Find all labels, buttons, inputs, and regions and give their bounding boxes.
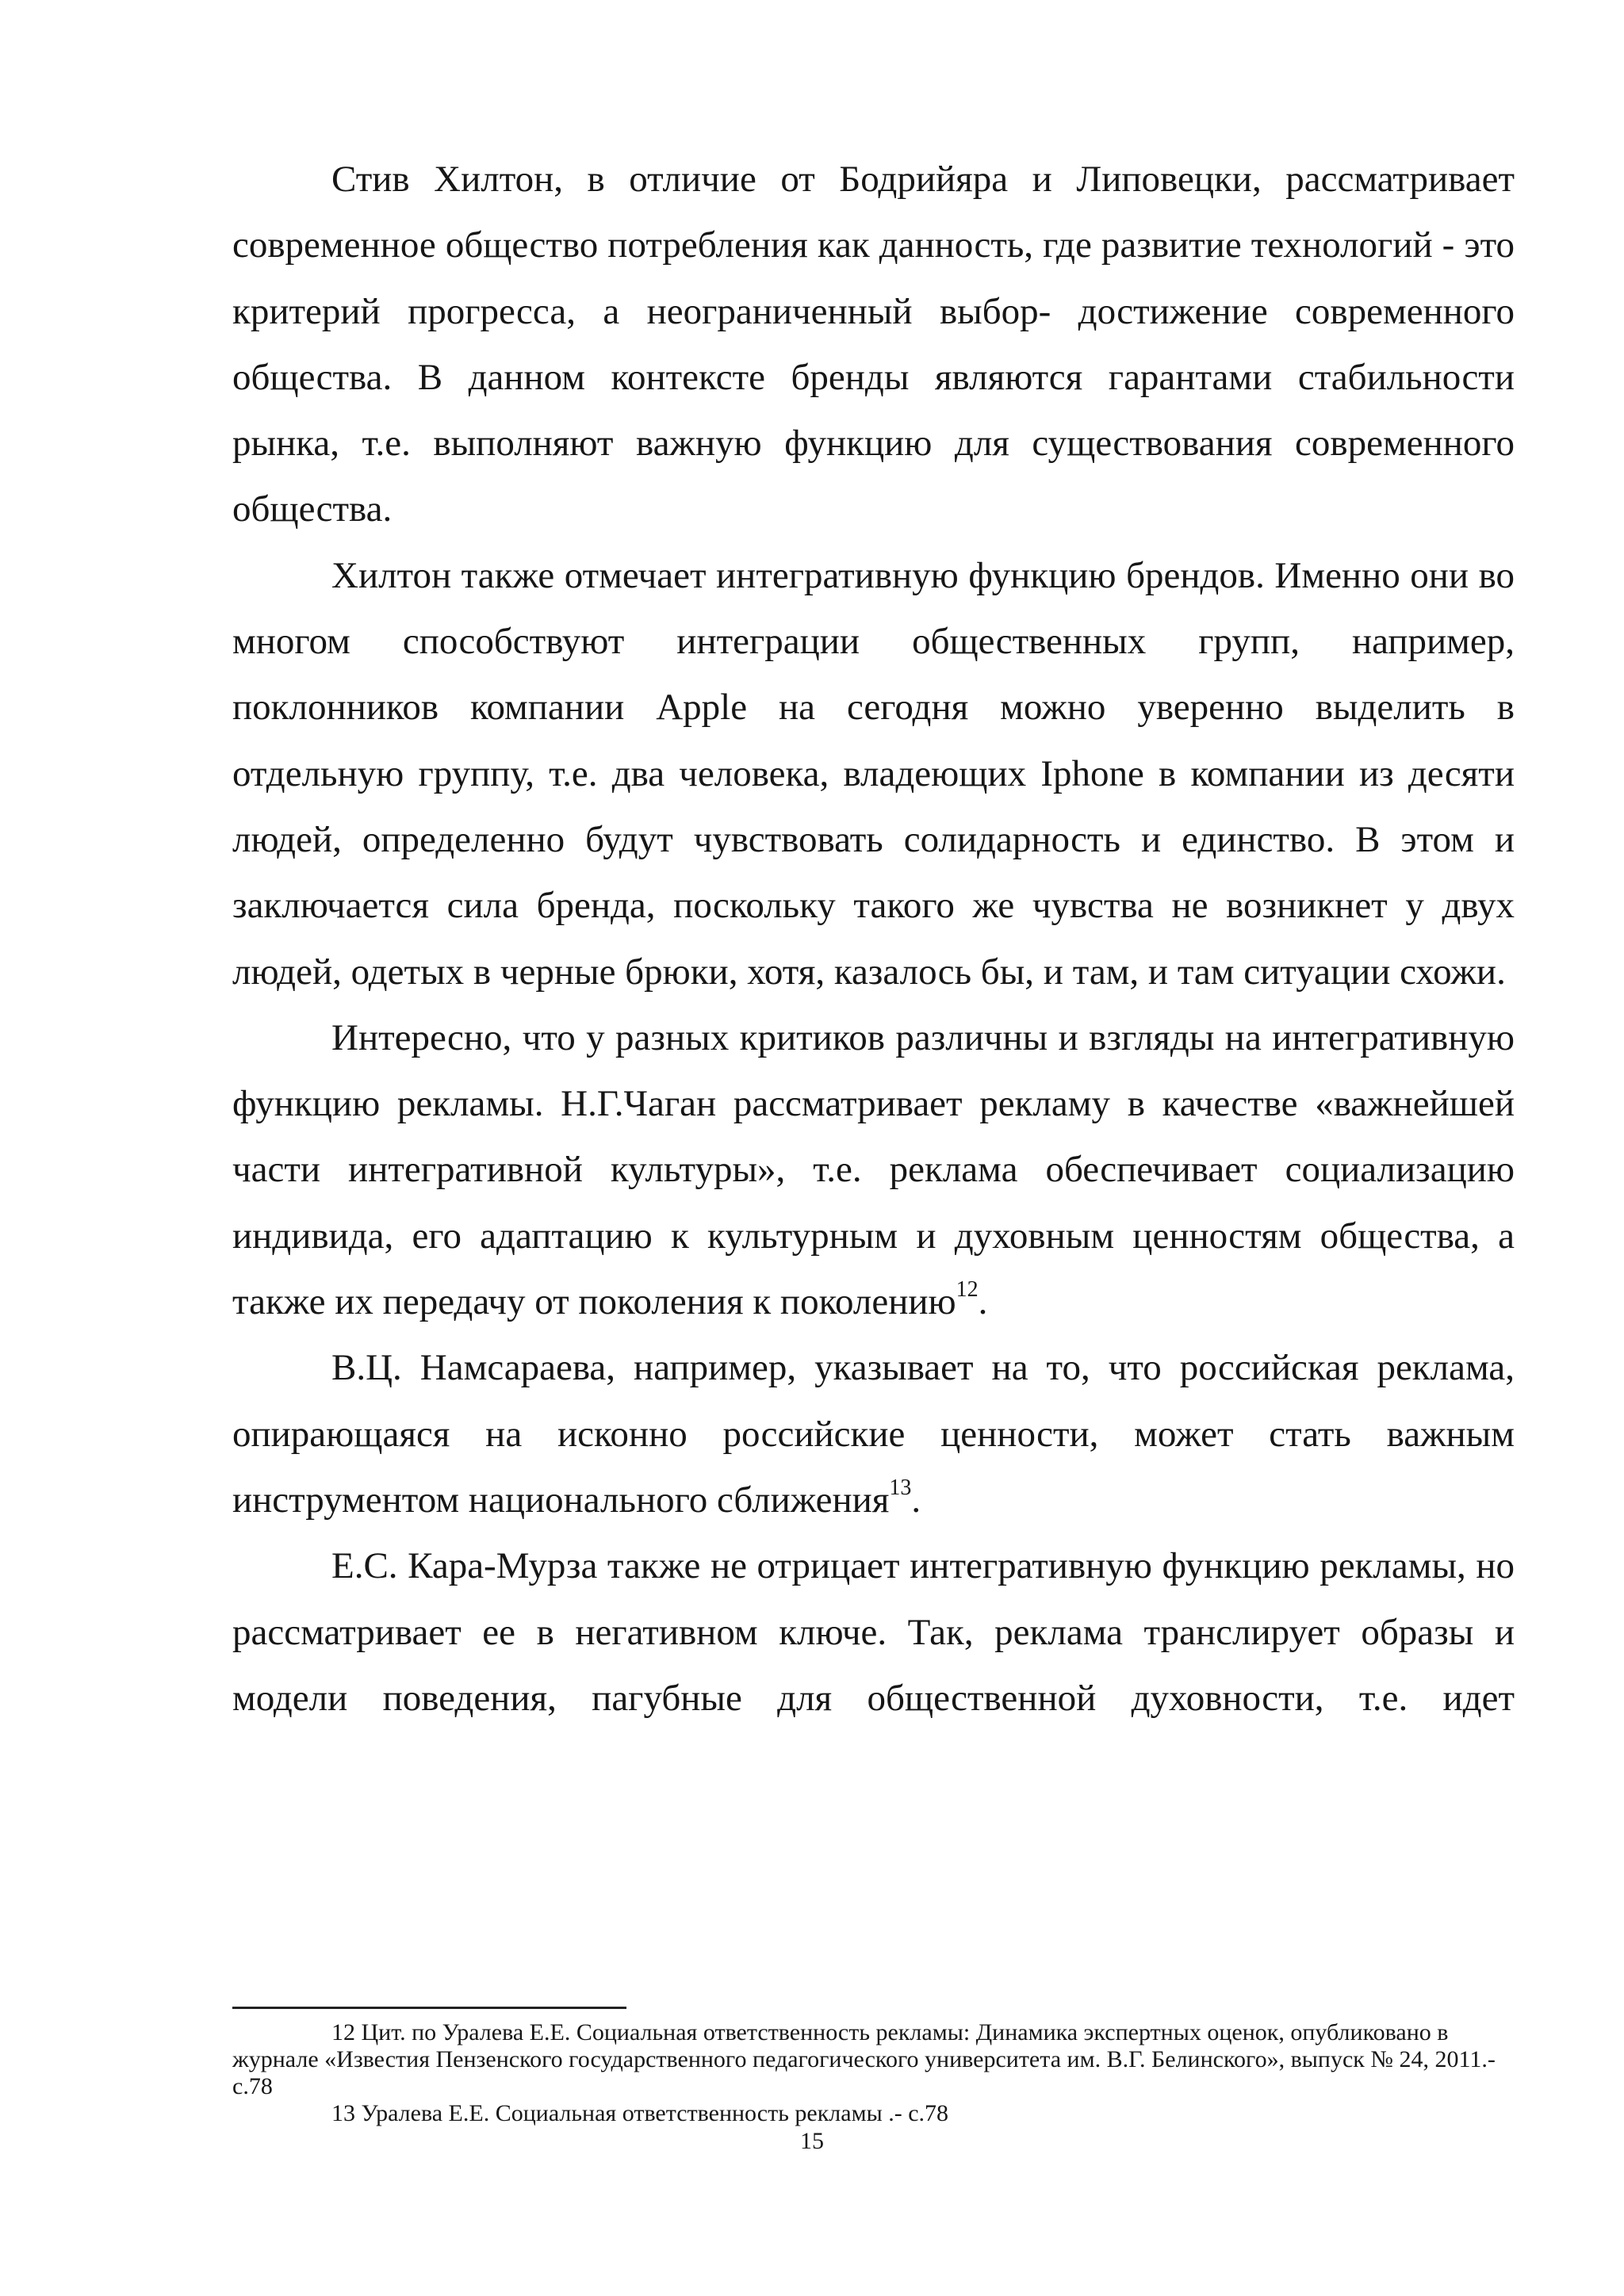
footnote-separator xyxy=(232,2007,626,2009)
footnote-13: 13 Уралева Е.Е. Социальная ответственность рекламы .- с.78 xyxy=(331,2100,949,2126)
footnote-12: 12 Цит. по Уралева Е.Е. Социальная ответственность рекламы: Динамика экспертных оценок, опубликовано в журнале «Известия Пензенского государственного педагогического университета им. В.Г. Белинского», выпуск № 24, 2011.- с.78 xyxy=(232,2019,1496,2099)
footnotes xyxy=(232,2019,1515,2127)
paragraph-chagan xyxy=(232,1005,1515,1335)
footnote-reference[interactable]: 13 xyxy=(889,1475,912,1500)
paragraph-hilton-integrative xyxy=(232,543,1515,1005)
paragraph-text: Хилтон также отмечает интегративную функцию брендов. Именно они во многом способствуют интеграции общественных групп, например, поклонников компании Apple на сегодня можно уверенно выделить в отдельную группу, т.е. два человека, владеющих Iphone в компании из десяти людей, определенно будут чувствовать солидарность и единство. В этом и заключается сила бренда, поскольку такого же чувства не возникнет у двух людей, одетых в черные брюки, хотя, казалось бы, и там, и там ситуации схожи. xyxy=(232,554,1515,993)
paragraph-text: Е.С. Кара-Мурза также не отрицает интегративную функцию рекламы, но рассматривает ее в негативном ключе. Так, реклама транслирует образы и модели поведения, пагубные для общественной духовности, т.е. идет xyxy=(232,1545,1515,1719)
page-number: 15 xyxy=(800,2128,824,2154)
paragraph-namsaraeva xyxy=(232,1335,1515,1533)
paragraph-kara-murza xyxy=(232,1533,1515,1732)
paragraph-text: В.Ц. Намсараева, например, указывает на то, что российская реклама, опирающаяся на исконно российские ценности, может стать важным инструментом национального сближения xyxy=(232,1347,1515,1521)
paragraph-text: Интересно, что у разных критиков различны и взгляды на интегративную функцию рекламы. Н.Г.Чаган рассматривает рекламу в качестве «важнейшей части интегративной культуры», т.е. реклама обеспечивает социализацию индивида, его адаптацию к культурным и духовным ценностям общества, а также их передачу от поколения к поколению xyxy=(232,1016,1515,1323)
footnote-reference[interactable]: 12 xyxy=(956,1277,979,1303)
paragraph-tail: . xyxy=(911,1479,921,1521)
paragraph-text: Стив Хилтон, в отличие от Бодрийяра и Липовецки, рассматривает современное общество потребления как данность, где развитие технологий - это критерий прогресса, а неограниченный выбор- достижение современного общества. В данном контексте бренды являются гарантами стабильности рынка, т.е. выполняют важную функцию для существования современного общества. xyxy=(232,159,1515,530)
paragraph-tail: . xyxy=(978,1281,988,1323)
paragraph-hilton-consumption xyxy=(232,147,1515,543)
body-text xyxy=(232,147,1515,1732)
